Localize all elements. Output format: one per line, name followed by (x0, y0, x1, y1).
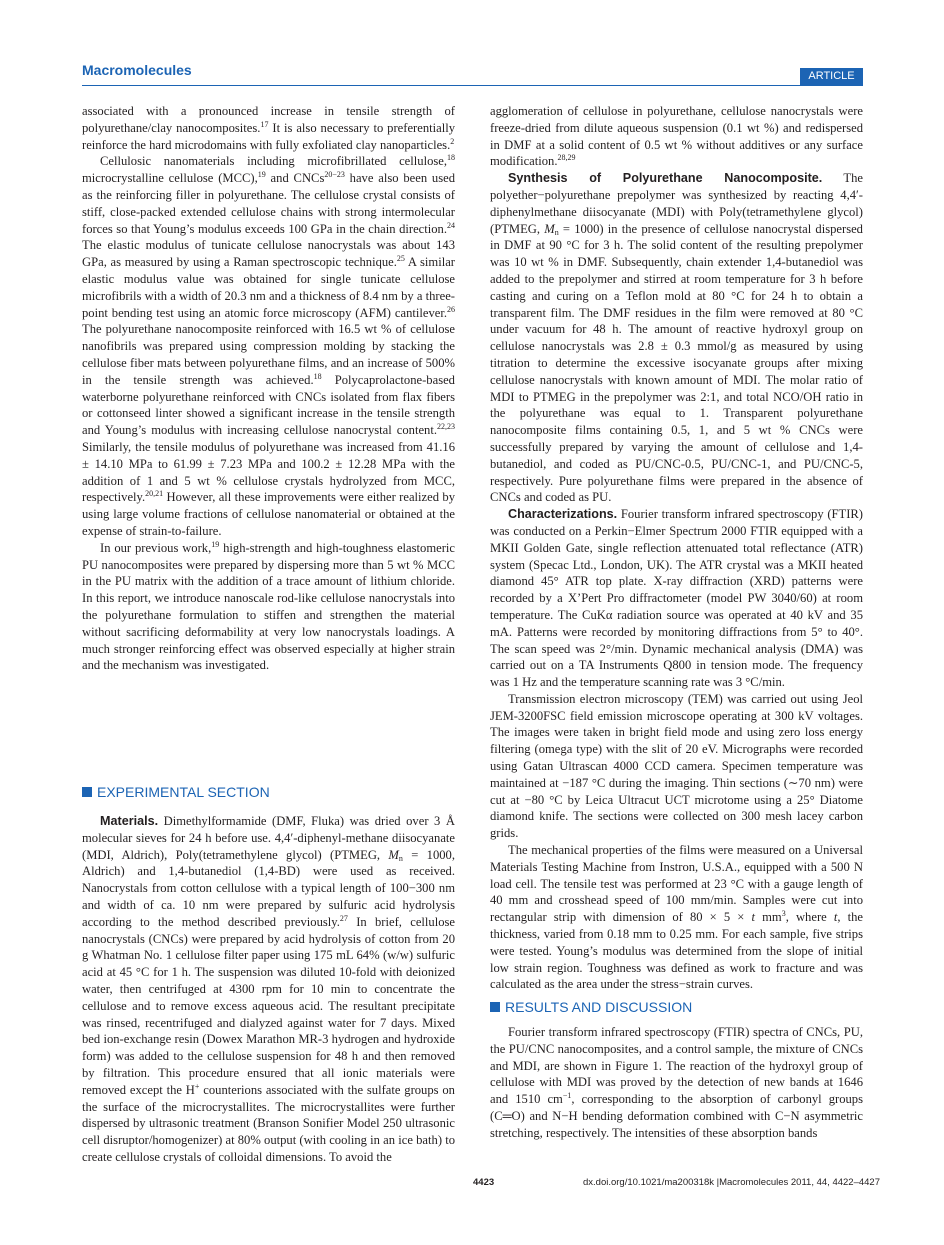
text-run: Transmission electron microscopy (TEM) was carried out using Jeol JEM-3200FSC field emission microscope operating at 300 kV voltages. The images were taken in bright field mode and using zero loss energy filtering (omega type) with the slit of 20 eV. Micrographs were recorded using Gatan Ultrascan 4000 CCD camera. Specimen temperature was maintained at −187 °C during the imaging. Thin sections (∼70 nm) were cut at −80 °C by Leica Ultracut UCT microtome using a 25° Diatome diamond knife. The sections were collected on 300 mesh lacey carbon grids. (490, 691, 863, 841)
left-column-top (82, 103, 455, 674)
right-column-results (490, 1024, 863, 1142)
header-rule (82, 85, 863, 86)
italic-symbol: t (833, 910, 838, 925)
citation-superscript: 18 (447, 153, 455, 163)
citation-superscript: + (194, 1081, 200, 1091)
paragraph (490, 507, 863, 689)
citation-superscript: 24 (447, 220, 455, 230)
text-run: have also been used as the reinforcing filler in polyurethane. The cellulose crystal consists of stiff, close-packed extended cellulose chains with strong intermolecular forces so that Young’s modulus exceeds 100 GPa in the chain direction. (82, 171, 456, 236)
text-run: = 1000) in the presence of cellulose nanocrystal dispersed in DMF at 90 °C for 3 h. The solid content of the resulting prepolymer was 10 wt % in DMF. Subsequently, chain extender 1,4-butanediol was added to the prepolymer and stirred at room temperature for 3 h before casting and curing on a Teflon mold at 80 °C for 24 h to obtain a transparent film. The DMF residues in the film were removed at 80 °C under vacuum for 48 h. The amount of reactive hydroxyl group on cellulose nanocrystals was 2.8 ± 0.3 mmol/g as measured by using titration to determine the excessive isocyanate groups after mixing cellulose nanocrystals with known amount of MDI. The molar ratio of MDI to PTMEG in the prepolymer was 2:1, and total NCO/OH ratio in the polyurethane was equal to 1. Transparent polyurethane nanocomposite films containing 0.5, 1, and 5 wt % CNCs were successfully prepared by varying the amount of cellulose and 1,4-butanediol, and coded as PU/CNC-0.5, PU/CNC-1, and PU/CNC-5, respectively. Pure polyurethane films were prepared in the absence of CNCs and coded as PU. (490, 221, 863, 505)
paragraph (82, 540, 455, 674)
section-square-icon (490, 1002, 500, 1012)
text-run: In brief, cellulose nanocrystals (CNCs) were prepared by acid hydrolysis of cotton from 20 g Whatman No. 1 cellulose filter paper using 175 mL 64% (w/w) sulfuric acid at 45 °C for 1 h. The suspension was diluted 10-fold with deionized water, then centrifuged at 4300 rpm for 10 min to concentrate the cellulose and to remove excess aqueous acid. The resultant precipitate was rinsed, recentrifuged and dialyzed against water for 7 days. Mixed bed ion-exchange resin (Dowex Marathon MR-3 hydrogen and hydroxide form) was added to the cellulose suspension for 48 h and then removed by filtration. This procedure ensured that all ionic materials were removed except the H (82, 914, 455, 1097)
page-number: 4423 (473, 1177, 495, 1188)
text-run: The elastic modulus of tunicate cellulose nanocrystals was about 143 GPa, as measured by using a Raman spectroscopic technique. (82, 238, 455, 270)
citation-superscript: 19 (211, 539, 220, 549)
text-run: However, all these improvements were either realized by using large volume fractions of cellulose nanomaterial or obtained at the expense of strain-to-failure. (82, 490, 455, 538)
italic-symbol: t (751, 910, 755, 925)
text-run: and CNCs (265, 171, 325, 186)
text-run: Fourier transform infrared spectroscopy (FTIR) was conducted on a Perkin−Elmer Spectrum 2000 FTIR equipped with a MKII Golden Gate, single reflection attenuated total reflectance (ATR) system (Specac Ltd., London, UK). The ATR crystal was a MKII heated diamond 45° ATR top plate. X-ray diffraction (XRD) patterns were recorded by a X’Pert Pro diffractometer (model PW 3040/60) at room temperature. The CuKα radiation source was operated at 40 kV and 35 mA. Patterns were recorded by monitoring diffractions from 5° to 40°. The scan speed was 2°/min. Dynamic mechanical analysis (DMA) was carried out on a TA Instruments Q800 in tension mode. The frequency was 1 Hz and the temperature scanning rate was 3 °C/min. (490, 507, 863, 690)
citation-superscript: 25 (396, 254, 405, 264)
paragraph (490, 1024, 863, 1142)
text-run: Cellulosic nanomaterials including microfibrillated cellulose, (100, 154, 447, 169)
citation-superscript: 3 (781, 909, 786, 919)
text-run: The polyether−polyurethane prepolymer was synthesized by reacting 4,4′-diphenylmethane diisocyanate (MDI) with Poly(tetramethylene glycol) (PTMEG, (490, 171, 863, 236)
text-run: mm (754, 910, 782, 925)
run-in-heading: Materials. (100, 814, 159, 828)
text-run: associated with a pronounced increase in tensile strength of polyurethane/clay nanocomposites. (82, 104, 455, 135)
left-column-materials (82, 813, 455, 1166)
journal-name: Macromolecules (82, 62, 192, 78)
paragraph (490, 171, 863, 504)
doi-citation: dx.doi.org/10.1021/ma200318k |Macromolecules 2011, 44, 4422–4427 (583, 1177, 881, 1188)
paragraph (490, 842, 863, 993)
text-run: , the thickness, varied from 0.18 mm to 0.25 mm. For each sample, five strips were tested. Young’s modulus was determined from the slope of initial low strain region. Toughness was defined as work to fracture and was calculated as the area under the stress−strain curves. (490, 910, 863, 992)
citation-superscript: 26 (447, 304, 455, 314)
citation-superscript: 18 (313, 371, 322, 381)
section-heading-results: RESULTS AND DISCUSSION (490, 999, 692, 1015)
run-in-heading: Characterizations. (508, 507, 618, 522)
text-run: counterions associated with the sulfate groups on the surface of the microcrystallites. The microcrystallites were further dispersed by ultrasonic treatment (Branson Sonifier Model 250 ultrasonic cell disruptor/homogenizer) at 80% output (with cooling in an ice bath) to create cellulose crystals of colloidal dimensions. To avoid the (82, 1082, 455, 1164)
citation-superscript: 27 (339, 913, 348, 923)
text-run: = 1000, Aldrich) and 1,4-butanediol (1,4-BD) were used as received. Nanocrystals from cotton cellulose with a typical length of 100−300 nm and width of ca. 10 nm were prepared by sulfuric acid hydrolysis according to the method described previously. (82, 847, 455, 929)
citation-superscript: −1 (562, 1091, 572, 1101)
subscript: n (398, 853, 403, 863)
citation-superscript: 17 (260, 119, 269, 129)
paragraph (490, 103, 863, 170)
text-run: The mechanical properties of the films were measured on a Universal Materials Testing Machine from Instron, U.S.A., equipped with a 500 N load cell. The tensile test was performed at 23 °C with a gauge length of 40 mm and crosshead speed of 100 mm/min. Samples were cut into rectangular strip with dimension of 80 × 5 × (490, 843, 863, 925)
paragraph (82, 103, 455, 153)
text-run: Polycaprolactone-based waterborne polyurethane reinforced with CNCs isolated from flax fibers or cottonseed linter showed a significant increase in the tensile strength and Young’s modulus with increasing cellulose nanocrystal content. (82, 372, 455, 438)
text-run: In our previous work, (100, 540, 212, 555)
section-square-icon (82, 787, 92, 797)
citation-superscript: 19 (257, 170, 266, 180)
text-run: , corresponding to the absorption of carbonyl groups (C═O) and N−H bending deformation combined with C−N asymmetric stretching, respectively. The intensities of these absorption bands (490, 1092, 863, 1140)
text-run: Similarly, the tensile modulus of polyurethane was increased from 41.16 ± 14.10 MPa to 61.99 ± 7.23 MPa and 100.2 ± 12.28 MPa with the addition of 1 and 5 wt % cellulose crystals hydrolyzed from MCC, respectively. (82, 439, 455, 505)
text-run: Dimethylformamide (DMF, Fluka) was dried over 3 Å molecular sieves for 24 h before use. 4,4′-diphenyl-methane diisocyanate (MDI, Aldrich), Poly(tetramethylene glycol) (PTMEG, (82, 814, 455, 862)
paragraph (490, 691, 863, 842)
citation-superscript: 22,23 (437, 422, 455, 432)
subscript: n (554, 227, 559, 237)
citation-superscript: 20−23 (324, 170, 345, 180)
italic-symbol: M (388, 847, 399, 862)
section-heading-experimental: EXPERIMENTAL SECTION (82, 784, 270, 800)
italic-symbol: M (544, 221, 555, 236)
text-run: agglomeration of cellulose in polyurethane, cellulose nanocrystals were freeze-dried from dilute aqueous suspension (0.1 wt %) and redispersed in DMF at a solid content of 0.5 wt % without additives or any surface modification. (490, 104, 863, 169)
citation-superscript: 20,21 (145, 489, 164, 499)
text-run: high-strength and high-toughness elastomeric PU nanocomposites were prepared by dispersing more than 5 wt % MCC in the PU matrix with the addition of a trace amount of lithium chloride. In this report, we introduce nanoscale rod-like cellulose nanocrystals into the polyurethane formulation to stiffen and strengthen the material without sacrificing deformability at very low nanocrystals loadings. A much stronger reinforcing effect was observed especially at higher strain and the mechanism was investigated. (82, 540, 455, 673)
text-run: It is also necessary to preferentially reinforce the hard microdomains with fully exfoliated clay nanoparticles. (82, 120, 455, 152)
text-run: Fourier transform infrared spectroscopy (FTIR) spectra of CNCs, PU, the PU/CNC nanocomposites, and a control sample, the mixture of CNCs and MDI, are shown in Figure 1. The reaction of the hydroxyl group of cellulose with MDI was proved by the detection of new bands at 1646 and 1510 cm (490, 1025, 863, 1107)
run-in-heading: Synthesis of Polyurethane Nanocomposite. (508, 171, 823, 186)
right-column-top (490, 103, 863, 993)
text-run: , where (785, 910, 834, 925)
citation-superscript: 2 (450, 136, 455, 146)
text-run: A similar elastic modulus value was obtained for single tunicate cellulose microfibrils with a width of 20.3 nm and a thickness of 8.4 nm by a three-point bending test using an atomic force microscopy (AFM) cantilever. (82, 255, 455, 320)
text-run: The polyurethane nanocomposite reinforced with 16.5 wt % of cellulose nanofibrils was prepared using compression molding by stacking the cellulose fiber mats between polyurethane films, and an increase of 500% in the tensile strength was achieved. (82, 322, 455, 387)
article-type-badge: ARTICLE (800, 68, 863, 85)
text-run: microcrystalline cellulose (MCC), (82, 171, 258, 186)
citation-superscript: 28,29 (557, 153, 576, 163)
paragraph (82, 814, 455, 1164)
paragraph (82, 153, 455, 539)
